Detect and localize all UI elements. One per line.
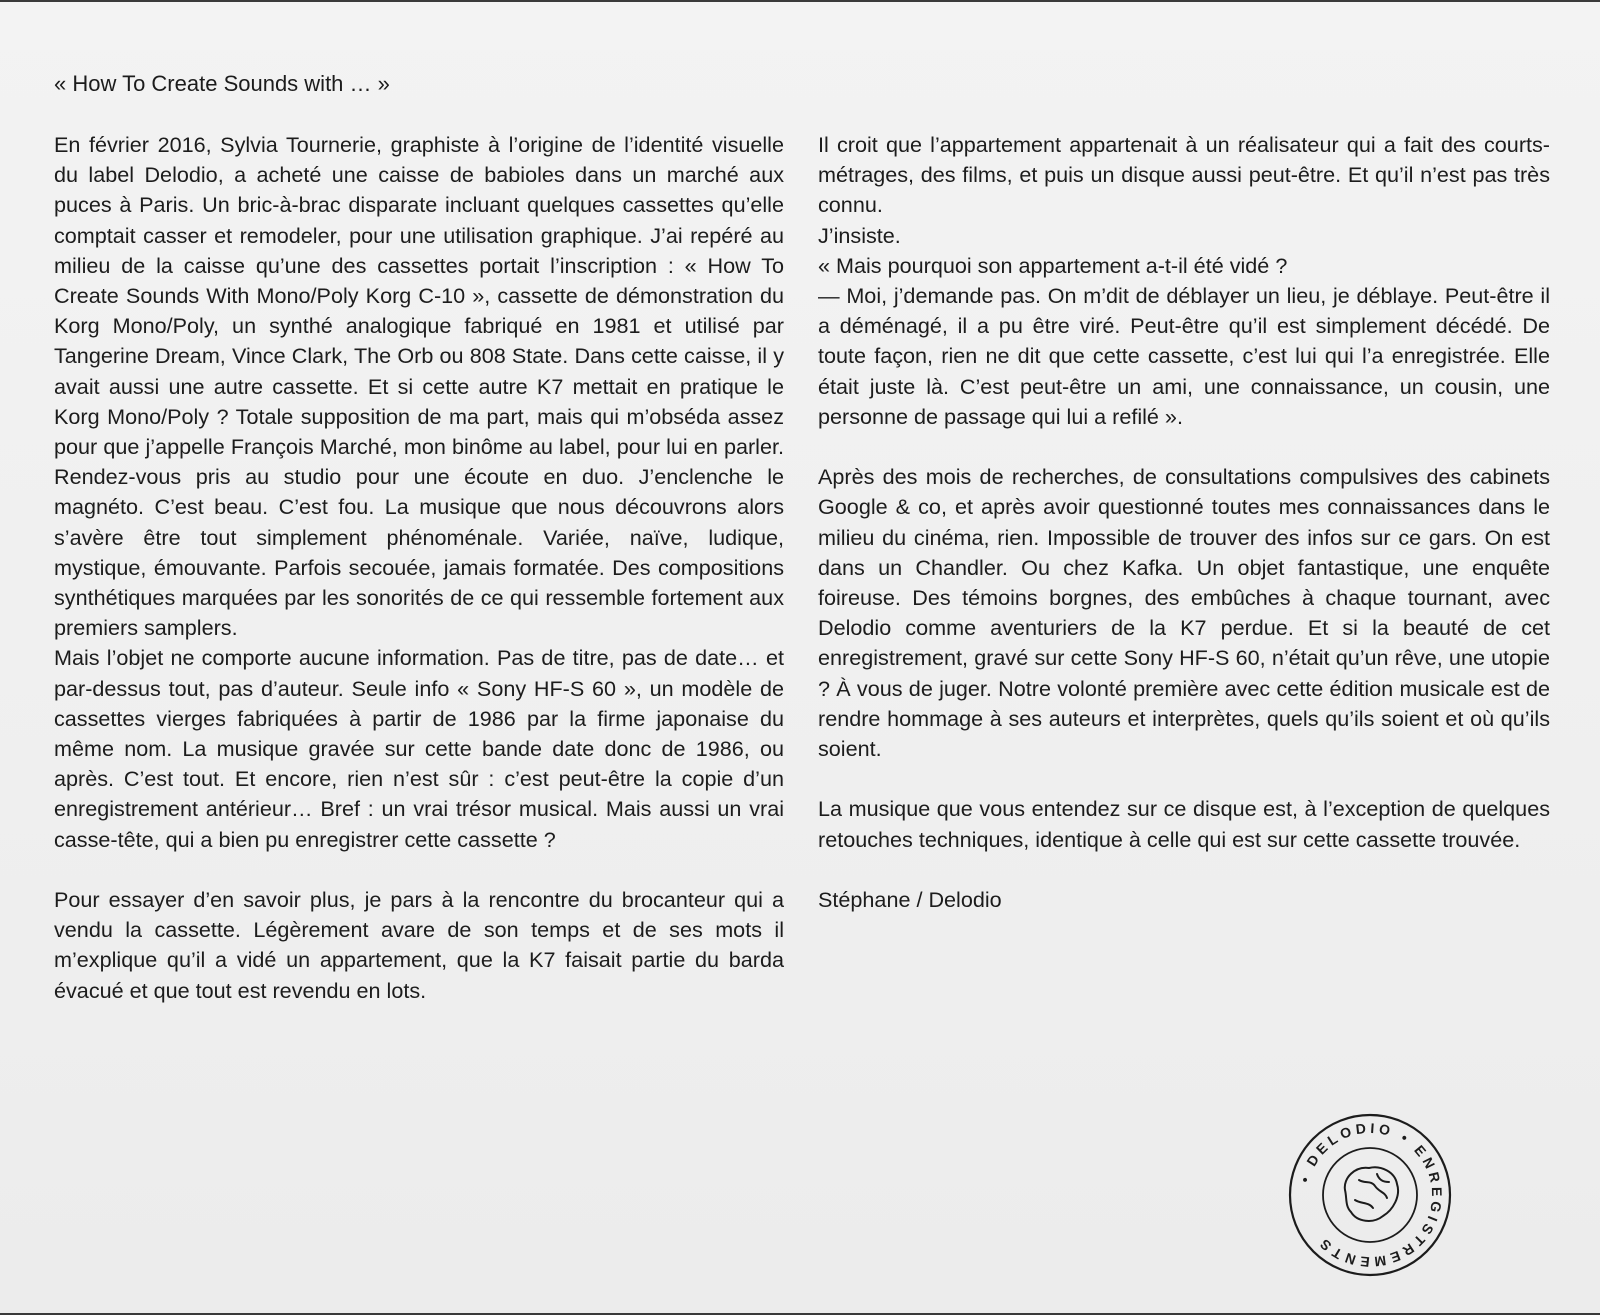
- page-title: « How To Create Sounds with … »: [54, 71, 390, 96]
- paragraph: La musique que vous entendez sur ce disque est, à l’exception de quelques retouches techniques, identique à celle qui est sur cette cassette trouvée.: [818, 796, 1550, 852]
- paragraph: Mais l’objet ne comporte aucune information. Pas de titre, pas de date… et par-dessus tout, pas d’auteur. Seule info « Sony HF-S 60 », un modèle de cassettes vierges fabriquées à partir de 1986 par la firme japonaise du même nom. La musique gravée sur cette bande date donc de 1986, ou après. C’est tout. Et encore, rien n’est sûr : c’est peut-être la copie d’un enregistrement antérieur… Bref : un vrai trésor musical. Mais aussi un vrai casse-tête, qui a bien pu enregistrer cette cassette ?: [54, 645, 784, 852]
- right-column: [818, 130, 1550, 915]
- rock-icon: [1345, 1167, 1398, 1221]
- paragraph: Pour essayer d’en savoir plus, je pars à la rencontre du brocanteur qui a vendu la cassette. Légèrement avare de son temps et de ses mots il m’explique qu’il a vidé un appartement, que la K7 faisait partie du barda évacué et que tout est revendu en lots.: [54, 887, 784, 1003]
- paragraph: « Mais pourquoi son appartement a-t-il été vidé ?: [818, 252, 1288, 278]
- left-column: [54, 130, 784, 1006]
- paragraph: En février 2016, Sylvia Tournerie, graphiste à l’origine de l’identité visuelle du label Delodio, a acheté une caisse de babioles dans un marché aux puces à Paris. Un bric-à-brac disparate incluant quelques cassettes qu’elle comptait casser et remodeler, pour une utilisation graphique. J’ai repéré au milieu de la caisse qu’une des cassettes portait l’inscription : « How To Create Sounds With Mono/Poly Korg C-10 », cassette de démonstration du Korg Mono/Poly, un synthé analogique fabriqué en 1981 et utilisé par Tangerine Dream, Vince Clark, The Orb ou 808 State. Dans cette caisse, il y avait aussi une autre cassette. Et si cette autre K7 mettait en pratique le Korg Mono/Poly ? Totale supposition de ma part, mais qui m’obséda assez pour que j’appelle François Marché, mon binôme au label, pour lui en parler. Rendez-vous pris au studio pour une écoute en duo. J’enclenche le magnéto. C’est beau. C’est fou. La musique que nous découvrons alors s’avère être tout simplement phénoménale. Variée, naïve, ludique, mystique, émouvante. Parfois secouée, jamais formatée. Des compositions synthétiques marquées par les sonorités de ce qui ressemble fortement aux premiers samplers.: [54, 132, 784, 641]
- signature: Stéphane / Delodio: [818, 887, 1002, 913]
- stamp-inner-ring: [1323, 1148, 1417, 1242]
- paragraph: J’insiste.: [818, 222, 901, 248]
- stamp-text: • DELODIO • ENREGISTREMENTS: [1296, 1119, 1446, 1271]
- paragraph: — Moi, j’demande pas. On m’dit de déblayer un lieu, je déblaye. Peut-être il a déménagé, il a pu être viré. Peut-être qu’il est simplement décédé. De toute façon, rien ne dit que cette cassette, c’est lui qui l’a enregistrée. Elle était juste là. C’est peut-être un ami, une connaissance, un cousin, une personne de passage qui lui a refilé ».: [818, 283, 1550, 429]
- stamp-outer-ring: [1290, 1115, 1450, 1275]
- delodio-stamp: [1285, 1110, 1455, 1280]
- paragraph: Après des mois de recherches, de consultations compulsives des cabinets Google & co, et après avoir questionné toutes mes connaissances dans le milieu du cinéma, rien. Impossible de trouver des infos sur ce gars. On est dans un Chandler. Ou chez Kafka. Un objet fantastique, une enquête foireuse. Des témoins borgnes, des embûches à chaque tournant, avec Delodio comme aventuriers de la K7 perdue. Et si la beauté de cet enregistrement, gravé sur cette Sony HF-S 60, n’était qu’un rêve, une utopie ? À vous de juger. Notre volonté première avec cette édition musicale est de rendre hommage à ses auteurs et interprètes, quels qu’ils soient et où qu’ils soient.: [818, 464, 1550, 762]
- paragraph: Il croit que l’appartement appartenait à un réalisateur qui a fait des courts-métrages, des films, et puis un disque aussi peut-être. Et qu’il n’est pas très connu.: [818, 132, 1550, 218]
